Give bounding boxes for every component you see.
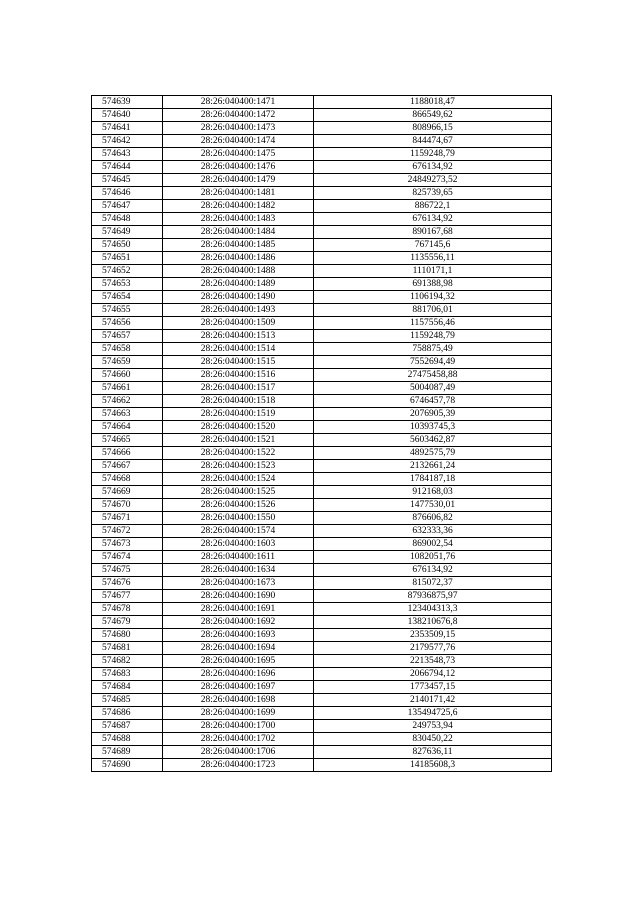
table-row	[92, 239, 552, 252]
cadastral-value-cell: 886722,1	[314, 200, 552, 213]
row-number-cell: 574673	[92, 538, 163, 551]
table-row	[92, 642, 552, 655]
cadastral-value-cell: 691388,98	[314, 278, 552, 291]
cadastral-number-cell: 28:26:040400:1489	[163, 278, 314, 291]
cadastral-value-cell: 2353509,15	[314, 629, 552, 642]
cadastral-value-cell: 1159248,79	[314, 148, 552, 161]
cadastral-number-cell: 28:26:040400:1479	[163, 174, 314, 187]
table-row	[92, 603, 552, 616]
cadastral-number-cell: 28:26:040400:1509	[163, 317, 314, 330]
cadastral-number-cell: 28:26:040400:1514	[163, 343, 314, 356]
cadastral-value-cell: 1082051,76	[314, 551, 552, 564]
table-row	[92, 668, 552, 681]
row-number-cell: 574675	[92, 564, 163, 577]
cadastral-value-cell: 676134,92	[314, 161, 552, 174]
table-row	[92, 525, 552, 538]
table-row	[92, 408, 552, 421]
table-row	[92, 96, 552, 109]
cadastral-number-cell: 28:26:040400:1691	[163, 603, 314, 616]
cadastral-value-cell: 676134,92	[314, 213, 552, 226]
table-row	[92, 746, 552, 759]
cadastral-number-cell: 28:26:040400:1472	[163, 109, 314, 122]
row-number-cell: 574680	[92, 629, 163, 642]
row-number-cell: 574670	[92, 499, 163, 512]
cadastral-number-cell: 28:26:040400:1520	[163, 421, 314, 434]
row-number-cell: 574654	[92, 291, 163, 304]
cadastral-value-cell: 87936875,97	[314, 590, 552, 603]
cadastral-value-cell: 2132661,24	[314, 460, 552, 473]
cadastral-number-cell: 28:26:040400:1525	[163, 486, 314, 499]
cadastral-number-cell: 28:26:040400:1603	[163, 538, 314, 551]
cadastral-number-cell: 28:26:040400:1693	[163, 629, 314, 642]
row-number-cell: 574649	[92, 226, 163, 239]
cadastral-number-cell: 28:26:040400:1526	[163, 499, 314, 512]
cadastral-value-cell: 2213548,73	[314, 655, 552, 668]
row-number-cell: 574653	[92, 278, 163, 291]
row-number-cell: 574685	[92, 694, 163, 707]
table-row	[92, 486, 552, 499]
cadastral-value-cell: 7552694,49	[314, 356, 552, 369]
cadastral-number-cell: 28:26:040400:1471	[163, 96, 314, 109]
row-number-cell: 574655	[92, 304, 163, 317]
cadastral-number-cell: 28:26:040400:1690	[163, 590, 314, 603]
cadastral-value-cell: 138210676,8	[314, 616, 552, 629]
row-number-cell: 574677	[92, 590, 163, 603]
table-row	[92, 395, 552, 408]
cadastral-value-cell: 2076905,39	[314, 408, 552, 421]
table-row	[92, 499, 552, 512]
cadastral-value-cell: 1477530,01	[314, 499, 552, 512]
row-number-cell: 574672	[92, 525, 163, 538]
cadastral-number-cell: 28:26:040400:1484	[163, 226, 314, 239]
cadastral-number-cell: 28:26:040400:1697	[163, 681, 314, 694]
table-row	[92, 187, 552, 200]
table-row	[92, 278, 552, 291]
table-row	[92, 590, 552, 603]
row-number-cell: 574644	[92, 161, 163, 174]
cadastral-value-cell: 1784187,18	[314, 473, 552, 486]
table-row	[92, 460, 552, 473]
row-number-cell: 574663	[92, 408, 163, 421]
row-number-cell: 574688	[92, 733, 163, 746]
table-row	[92, 135, 552, 148]
cadastral-number-cell: 28:26:040400:1699	[163, 707, 314, 720]
cadastral-value-cell: 815072,37	[314, 577, 552, 590]
table-row	[92, 564, 552, 577]
table-row	[92, 473, 552, 486]
cadastral-value-cell: 876606,82	[314, 512, 552, 525]
row-number-cell: 574690	[92, 759, 163, 772]
cadastral-value-cell: 676134,92	[314, 564, 552, 577]
cadastral-number-cell: 28:26:040400:1698	[163, 694, 314, 707]
table-row	[92, 148, 552, 161]
cadastral-value-cell: 1773457,15	[314, 681, 552, 694]
table-row	[92, 512, 552, 525]
table-row	[92, 434, 552, 447]
row-number-cell: 574666	[92, 447, 163, 460]
table-row	[92, 447, 552, 460]
cadastral-number-cell: 28:26:040400:1706	[163, 746, 314, 759]
cadastral-value-cell: 881706,01	[314, 304, 552, 317]
row-number-cell: 574668	[92, 473, 163, 486]
table-row	[92, 369, 552, 382]
row-number-cell: 574662	[92, 395, 163, 408]
cadastral-value-cell: 1159248,79	[314, 330, 552, 343]
cadastral-number-cell: 28:26:040400:1702	[163, 733, 314, 746]
table-row	[92, 161, 552, 174]
cadastral-number-cell: 28:26:040400:1523	[163, 460, 314, 473]
row-number-cell: 574650	[92, 239, 163, 252]
cadastral-value-cell: 2140171,42	[314, 694, 552, 707]
row-number-cell: 574661	[92, 382, 163, 395]
row-number-cell: 574648	[92, 213, 163, 226]
row-number-cell: 574679	[92, 616, 163, 629]
row-number-cell: 574658	[92, 343, 163, 356]
row-number-cell: 574652	[92, 265, 163, 278]
table-row	[92, 174, 552, 187]
row-number-cell: 574656	[92, 317, 163, 330]
cadastral-number-cell: 28:26:040400:1482	[163, 200, 314, 213]
cadastral-number-cell: 28:26:040400:1476	[163, 161, 314, 174]
cadastral-number-cell: 28:26:040400:1611	[163, 551, 314, 564]
cadastral-value-cell: 2179577,76	[314, 642, 552, 655]
cadastral-number-cell: 28:26:040400:1521	[163, 434, 314, 447]
table-row	[92, 577, 552, 590]
cadastral-value-cell: 912168,03	[314, 486, 552, 499]
cadastral-number-cell: 28:26:040400:1481	[163, 187, 314, 200]
cadastral-value-cell: 123404313,3	[314, 603, 552, 616]
cadastral-value-cell: 24849273,52	[314, 174, 552, 187]
cadastral-value-cell: 808966,15	[314, 122, 552, 135]
table-row	[92, 707, 552, 720]
cadastral-number-cell: 28:26:040400:1473	[163, 122, 314, 135]
cadastral-number-cell: 28:26:040400:1519	[163, 408, 314, 421]
cadastral-value-cell: 4892575,79	[314, 447, 552, 460]
cadastral-value-cell: 10393745,3	[314, 421, 552, 434]
row-number-cell: 574642	[92, 135, 163, 148]
row-number-cell: 574681	[92, 642, 163, 655]
row-number-cell: 574669	[92, 486, 163, 499]
row-number-cell: 574667	[92, 460, 163, 473]
cadastral-value-cell: 825739,65	[314, 187, 552, 200]
row-number-cell: 574689	[92, 746, 163, 759]
row-number-cell: 574665	[92, 434, 163, 447]
table-row	[92, 616, 552, 629]
cadastral-value-cell: 14185608,3	[314, 759, 552, 772]
cadastral-number-cell: 28:26:040400:1634	[163, 564, 314, 577]
row-number-cell: 574659	[92, 356, 163, 369]
cadastral-value-cell: 758875,49	[314, 343, 552, 356]
table-row	[92, 200, 552, 213]
table-row	[92, 317, 552, 330]
row-number-cell: 574684	[92, 681, 163, 694]
row-number-cell: 574645	[92, 174, 163, 187]
row-number-cell: 574651	[92, 252, 163, 265]
table-row	[92, 122, 552, 135]
row-number-cell: 574664	[92, 421, 163, 434]
table-row	[92, 265, 552, 278]
table-body	[92, 96, 552, 772]
cadastral-number-cell: 28:26:040400:1695	[163, 655, 314, 668]
table-row	[92, 252, 552, 265]
table-row	[92, 538, 552, 551]
cadastral-value-cell: 869002,54	[314, 538, 552, 551]
table-row	[92, 421, 552, 434]
cadastral-value-cell: 5004087,49	[314, 382, 552, 395]
cadastral-number-cell: 28:26:040400:1522	[163, 447, 314, 460]
table-row	[92, 291, 552, 304]
table-row	[92, 109, 552, 122]
cadastral-number-cell: 28:26:040400:1488	[163, 265, 314, 278]
cadastral-value-table	[91, 95, 552, 772]
cadastral-number-cell: 28:26:040400:1692	[163, 616, 314, 629]
cadastral-value-cell: 830450,22	[314, 733, 552, 746]
table-row	[92, 759, 552, 772]
row-number-cell: 574674	[92, 551, 163, 564]
table-row	[92, 226, 552, 239]
cadastral-number-cell: 28:26:040400:1513	[163, 330, 314, 343]
table-row	[92, 330, 552, 343]
cadastral-value-cell: 1188018,47	[314, 96, 552, 109]
cadastral-number-cell: 28:26:040400:1696	[163, 668, 314, 681]
cadastral-number-cell: 28:26:040400:1550	[163, 512, 314, 525]
table-row	[92, 213, 552, 226]
row-number-cell: 574640	[92, 109, 163, 122]
row-number-cell: 574678	[92, 603, 163, 616]
cadastral-value-cell: 1157556,46	[314, 317, 552, 330]
table-row	[92, 694, 552, 707]
cadastral-number-cell: 28:26:040400:1673	[163, 577, 314, 590]
cadastral-number-cell: 28:26:040400:1723	[163, 759, 314, 772]
table-row	[92, 356, 552, 369]
cadastral-number-cell: 28:26:040400:1518	[163, 395, 314, 408]
row-number-cell: 574643	[92, 148, 163, 161]
cadastral-number-cell: 28:26:040400:1574	[163, 525, 314, 538]
cadastral-number-cell: 28:26:040400:1517	[163, 382, 314, 395]
cadastral-value-cell: 135494725,6	[314, 707, 552, 720]
cadastral-value-cell: 6746457,78	[314, 395, 552, 408]
cadastral-value-cell: 632333,36	[314, 525, 552, 538]
cadastral-number-cell: 28:26:040400:1694	[163, 642, 314, 655]
cadastral-value-cell: 827636,11	[314, 746, 552, 759]
cadastral-number-cell: 28:26:040400:1485	[163, 239, 314, 252]
row-number-cell: 574646	[92, 187, 163, 200]
cadastral-value-cell: 890167,68	[314, 226, 552, 239]
table-row	[92, 304, 552, 317]
table-row	[92, 343, 552, 356]
cadastral-number-cell: 28:26:040400:1483	[163, 213, 314, 226]
row-number-cell: 574671	[92, 512, 163, 525]
cadastral-value-cell: 27475458,88	[314, 369, 552, 382]
table-row	[92, 551, 552, 564]
cadastral-value-cell: 2066794,12	[314, 668, 552, 681]
row-number-cell: 574657	[92, 330, 163, 343]
cadastral-value-cell: 866549,62	[314, 109, 552, 122]
cadastral-number-cell: 28:26:040400:1524	[163, 473, 314, 486]
cadastral-value-cell: 1106194,32	[314, 291, 552, 304]
table-row	[92, 655, 552, 668]
row-number-cell: 574641	[92, 122, 163, 135]
row-number-cell: 574647	[92, 200, 163, 213]
row-number-cell: 574639	[92, 96, 163, 109]
table-row	[92, 382, 552, 395]
cadastral-number-cell: 28:26:040400:1490	[163, 291, 314, 304]
cadastral-number-cell: 28:26:040400:1700	[163, 720, 314, 733]
cadastral-number-cell: 28:26:040400:1475	[163, 148, 314, 161]
table-row	[92, 733, 552, 746]
cadastral-number-cell: 28:26:040400:1493	[163, 304, 314, 317]
row-number-cell: 574686	[92, 707, 163, 720]
cadastral-value-cell: 1110171,1	[314, 265, 552, 278]
cadastral-number-cell: 28:26:040400:1515	[163, 356, 314, 369]
cadastral-value-cell: 844474,67	[314, 135, 552, 148]
cadastral-number-cell: 28:26:040400:1474	[163, 135, 314, 148]
cadastral-number-cell: 28:26:040400:1486	[163, 252, 314, 265]
table-row	[92, 681, 552, 694]
row-number-cell: 574660	[92, 369, 163, 382]
row-number-cell: 574676	[92, 577, 163, 590]
table-row	[92, 720, 552, 733]
cadastral-value-cell: 1135556,11	[314, 252, 552, 265]
cadastral-value-cell: 5603462,87	[314, 434, 552, 447]
cadastral-number-cell: 28:26:040400:1516	[163, 369, 314, 382]
row-number-cell: 574683	[92, 668, 163, 681]
cadastral-value-cell: 249753,94	[314, 720, 552, 733]
table-row	[92, 629, 552, 642]
row-number-cell: 574687	[92, 720, 163, 733]
cadastral-value-cell: 767145,6	[314, 239, 552, 252]
row-number-cell: 574682	[92, 655, 163, 668]
